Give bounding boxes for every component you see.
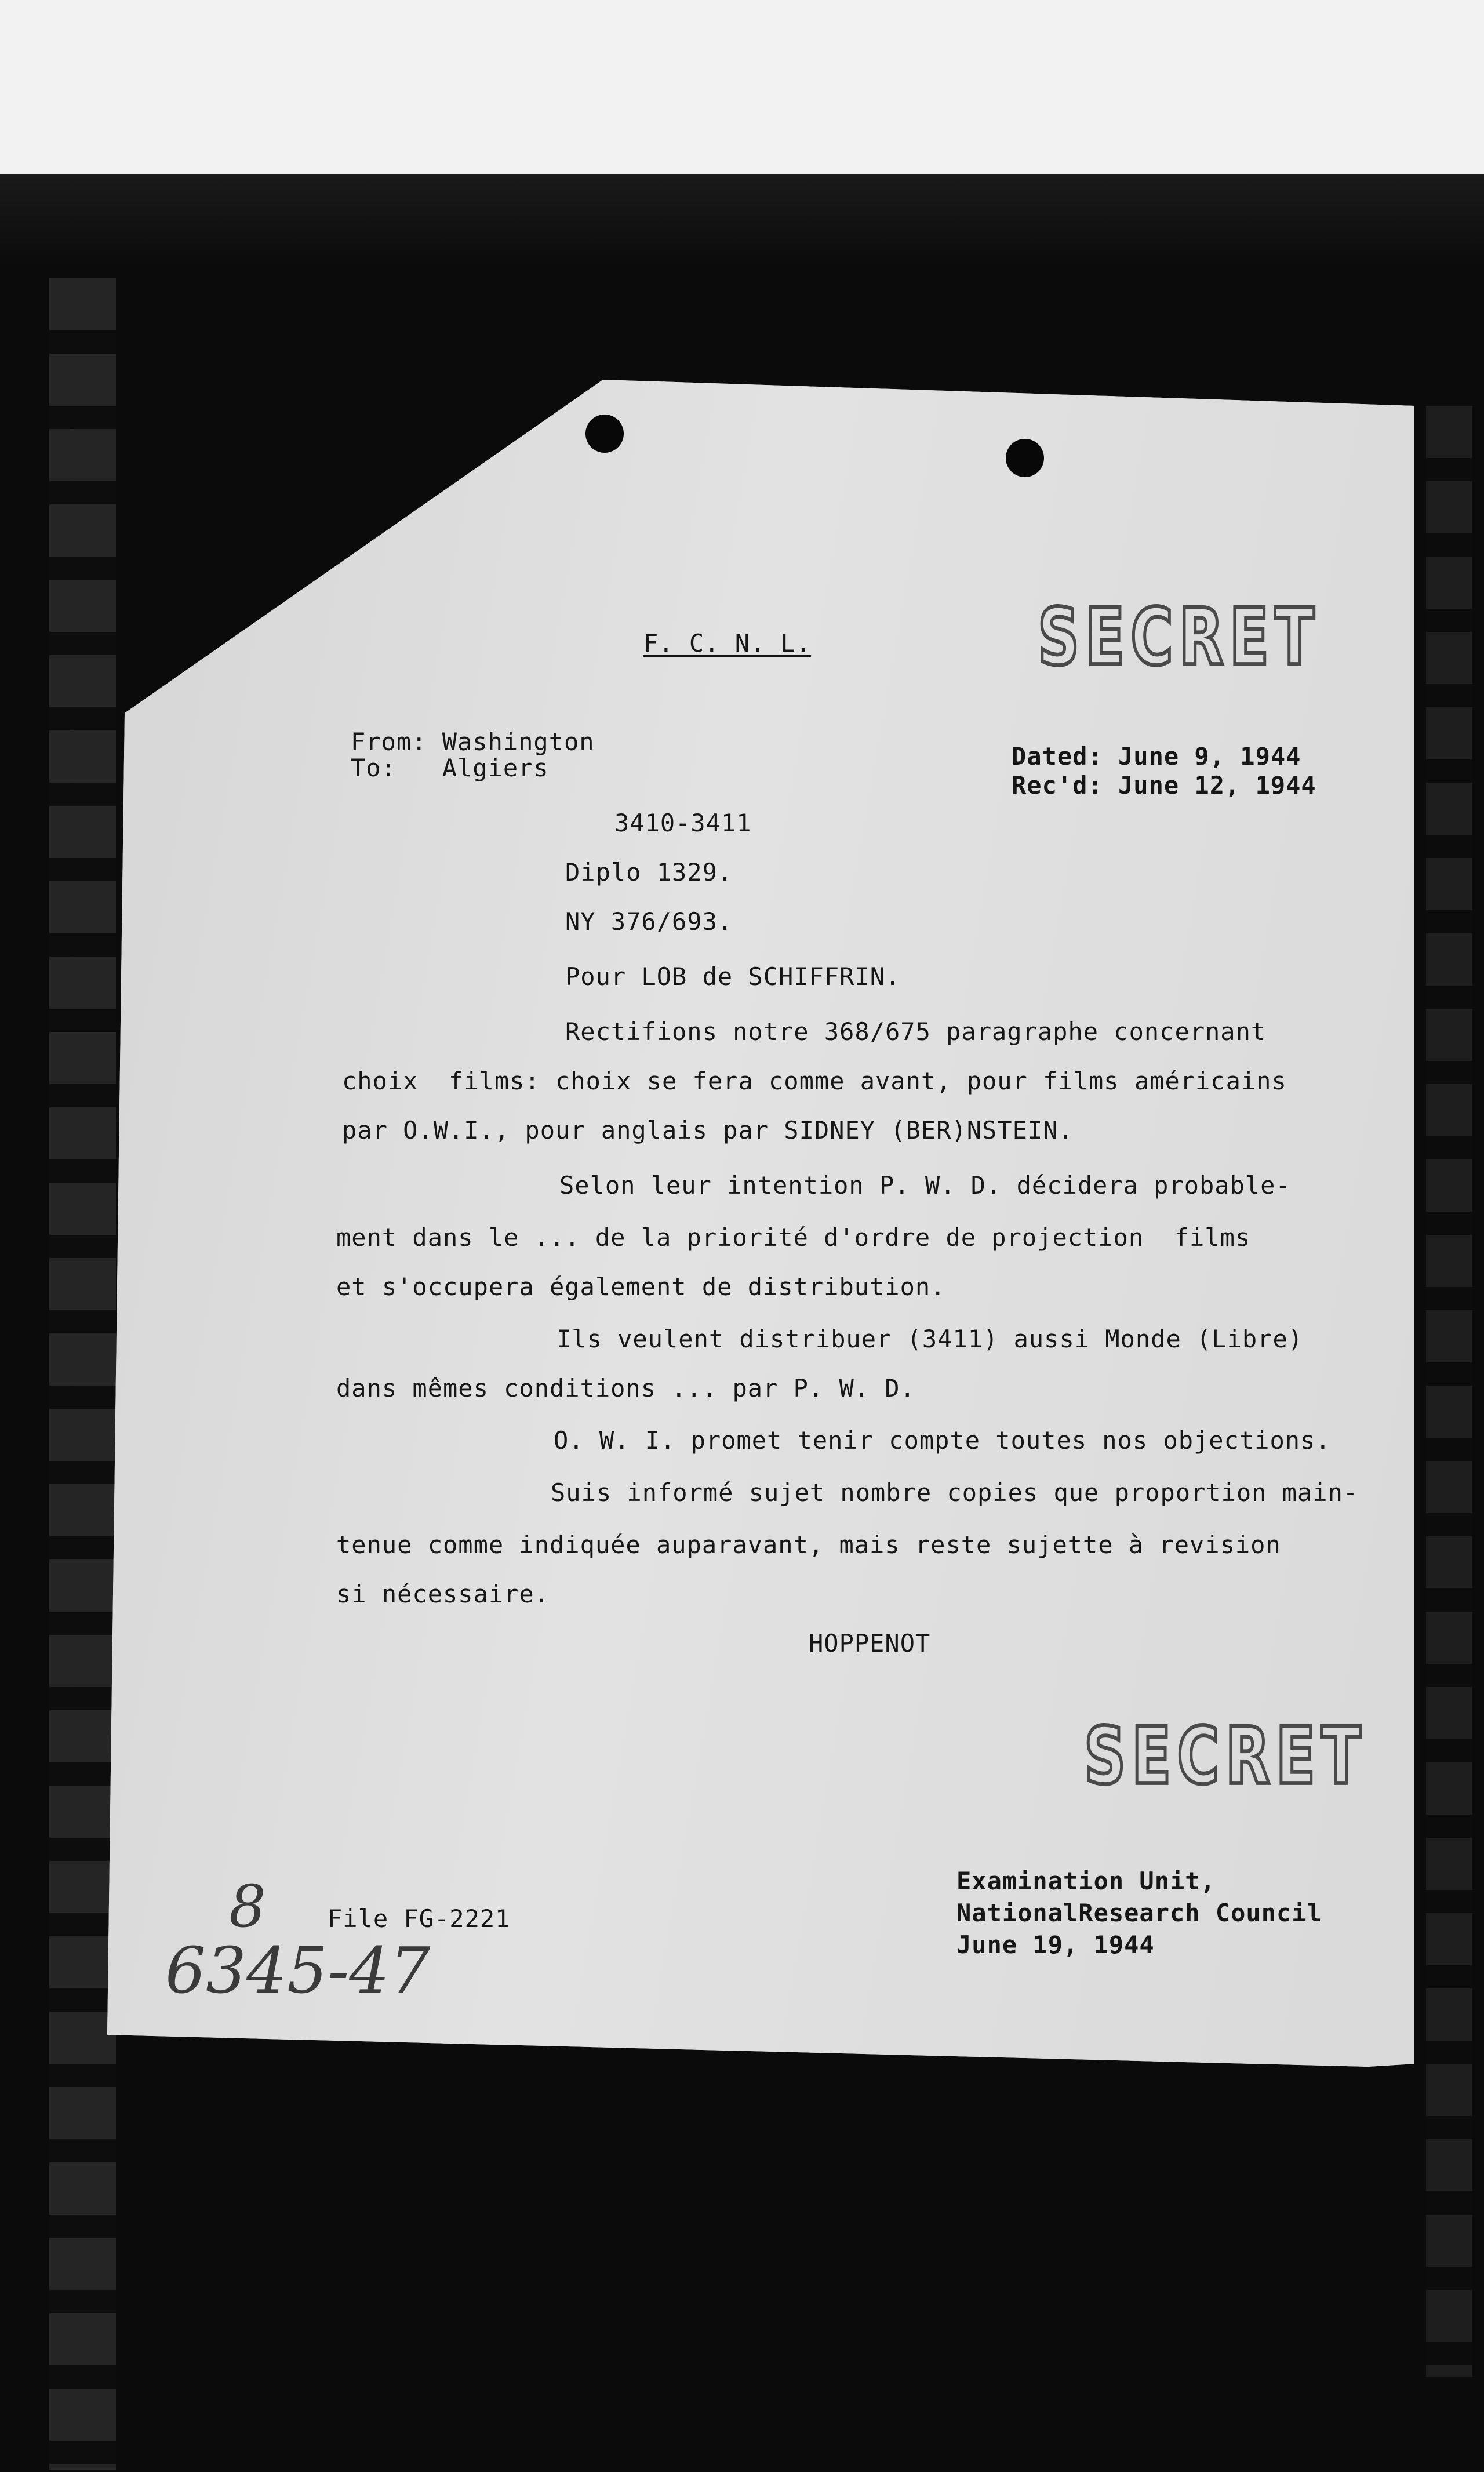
body-line: ment dans le ... de la priorité d'ordre de projection films: [336, 1223, 1251, 1252]
film-dark-band: [0, 174, 1484, 267]
punch-hole-right: [1006, 439, 1044, 477]
body-line: tenue comme indiquée auparavant, mais reste sujette à revision: [336, 1531, 1281, 1559]
examination-unit-line: NationalResearch Council: [956, 1899, 1322, 1927]
film-sprocket-strip-right: [1426, 406, 1472, 2377]
dated-line: Dated: June 9, 1944: [1012, 742, 1301, 770]
body-line: Suis informé sujet nombre copies que proportion main-: [551, 1478, 1359, 1507]
body-line: par O.W.I., pour anglais par SIDNEY (BER)NSTEIN.: [342, 1116, 1074, 1144]
body-line: Rectifions notre 368/675 paragraphe concernant: [565, 1017, 1267, 1046]
diplo-ref: Diplo 1329.: [565, 858, 733, 886]
body-line: si nécessaire.: [336, 1580, 550, 1608]
addressee-line: Pour LOB de SCHIFFRIN.: [565, 962, 901, 991]
received-line: Rec'd: June 12, 1944: [1012, 771, 1316, 799]
file-number: File FG-2221: [328, 1904, 511, 1933]
body-line: O. W. I. promet tenir compte toutes nos objections.: [554, 1426, 1331, 1455]
film-sprocket-strip-left: [49, 278, 116, 2470]
body-line: choix films: choix se fera comme avant, pour films américains: [342, 1067, 1287, 1095]
examination-unit-line: Examination Unit,: [956, 1867, 1216, 1895]
from-line: From: Washington: [351, 728, 595, 756]
punch-hole-left: [585, 415, 624, 453]
signature: HOPPENOT: [809, 1629, 931, 1657]
to-line: To: Algiers: [351, 754, 549, 782]
examination-unit-line: June 19, 1944: [956, 1931, 1155, 1959]
handwritten-mark: 8: [229, 1873, 266, 1940]
serial-number: 3410-3411: [614, 809, 752, 837]
film-top-band: [0, 0, 1484, 174]
body-line: Ils veulent distribuer (3411) aussi Monde (Libre): [556, 1325, 1304, 1353]
secret-stamp-top: SECRET: [1038, 591, 1321, 683]
body-line: dans mêmes conditions ... par P. W. D.: [336, 1374, 915, 1402]
handwritten-number: 6345-47: [165, 1933, 431, 2008]
ny-ref: NY 376/693.: [565, 907, 733, 936]
document-title: F. C. N. L.: [643, 629, 812, 657]
body-line: et s'occupera également de distribution.: [336, 1273, 946, 1301]
body-line: Selon leur intention P. W. D. décidera probable-: [559, 1171, 1291, 1199]
secret-stamp-bottom: SECRET: [1084, 1710, 1367, 1802]
